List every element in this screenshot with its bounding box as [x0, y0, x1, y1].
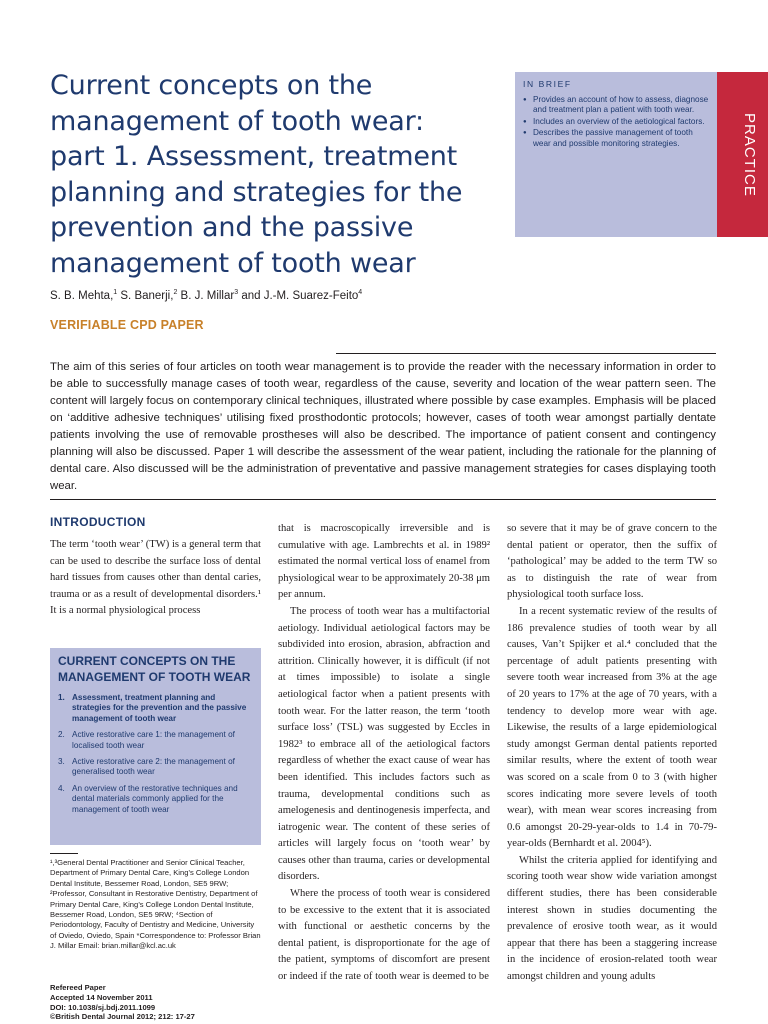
title-line: prevention and the passive: [50, 212, 414, 243]
in-brief-item: ● Provides an account of how to assess, diagnose and treatment plan a patient with tooth wear.: [523, 95, 710, 116]
affiliation-rule: [50, 853, 78, 854]
refereed-label: Refereed Paper: [50, 983, 106, 992]
series-item-number: 2.: [58, 730, 65, 740]
body-paragraph: The process of tooth wear has a multifactorial aetiology. Individual aetiological factors may be subdivided into erosion, abrasion, abfraction and attrition. Clinically however, it is difficult (if not at times impossible) to isolate a single aetiological factor when a patient presents with tooth wear. For the latter reason, the term ‘tooth surface loss’ (TSL) was suggested by Eccles in 1982³ to embrace all of the aetiological factors regardless of whether the exact cause of wear has been identified. This includes factors such as trauma, developmental conditions such as amelogenesis and dentinogenesis imperfecta, and iatrogenic wear. The content of these series of articles will largely focus on ‘tooth wear’ by causes other than trauma, caries or developmental disorders.: [278, 605, 490, 883]
body-column-1: [50, 537, 261, 620]
body-paragraph: that is macroscopically irreversible and is cumulative with age. Lambrechts et al. in 1989² estimated the normal vertical loss of enamel from physiological wear to be approximately 20-38 μm per annum.: [278, 523, 490, 601]
cpd-label: VERIFIABLE CPD PAPER: [50, 318, 204, 332]
series-item: [58, 730, 253, 751]
body-paragraph: so severe that it may be of grave concern to the dental patient or operator, then the suffix of ‘pathological’ may be added to the term TW so as to distinguish the rate of wear from physiological tooth surface loss.: [507, 523, 717, 601]
doi: DOI: 10.1038/sj.bdj.2011.1099: [50, 1002, 156, 1012]
series-item-text: Assessment, treatment planning and strategies for the prevention and the passive management of tooth wear: [72, 693, 247, 723]
series-item-text: An overview of the restorative techniques and dental materials commonly applied for the management of tooth wear: [72, 783, 238, 814]
author-affil-mark: 3: [234, 289, 239, 296]
author-name: S. B. Mehta,: [50, 289, 114, 302]
section-tab-label: PRACTICE: [741, 113, 758, 197]
reference-info: [50, 983, 261, 1022]
series-box-title: CURRENT CONCEPTS ON THE MANAGEMENT OF TOOTH WEAR: [58, 654, 251, 684]
affiliations: ¹,³General Dental Practitioner and Senior Clinical Teacher, Department of Primary Dental Care, King’s College London Dental Institute, Bessemer Road, London, SE5 9RW; ²Professor, Consultant in Restorative Dentistry, Department of Primary Dental Care, King’s College London Dental Institute, Bessemer Road, London, SE5 9RW; ⁴Section of Periodontology, Faculty of Dentistry and Medicine, University of Oviedo, Oviedo, Spain *Correspondence to: Professor Brian J. Millar Email: brian.millar@kcl.ac.uk: [50, 858, 261, 951]
series-item-number: 3.: [58, 757, 65, 767]
body-column-2: [278, 521, 490, 986]
series-box: [50, 648, 261, 845]
series-list: [58, 693, 253, 815]
abstract-bottom-rule: [50, 499, 716, 500]
author-name: S. Banerji,: [117, 289, 174, 302]
title-line: management of tooth wear: [50, 247, 416, 279]
series-item: [58, 784, 253, 815]
body-paragraph: The term ‘tooth wear’ (TW) is a general term that can be used to describe the surface loss of dental hard tissues from causes other than dental caries, trauma or as a result of developmental disorders.¹ It is a normal physiological process: [50, 539, 261, 617]
series-item-number: 4.: [58, 783, 65, 793]
in-brief-item: ● Includes an overview of the aetiological factors.: [523, 117, 710, 127]
abstract-top-rule: [336, 353, 716, 354]
title-line: part 1. Assessment, treatment: [50, 141, 458, 172]
series-item-number: 1.: [58, 693, 65, 702]
body-paragraph: In a recent systematic review of the results of 186 prevalence studies of tooth wear by all causes, Van’t Spijker et al.⁴ concluded that the percentage of adult patients presenting with severe tooth wear increased from 3% at the age of 20 years to 17% at the age of 70 years, with a tendency to develop more wear with age. Likewise, the results of a large epidemiological study amongst German dental patients reported similar results, where the extent of tooth wear was scored on a scale from 0 to 3 (with higher scores indicating more severe levels of tooth wear), with mean wear scores increasing from 0.6 amongst 20-29-year-olds to 1.4 in 70-79-year-olds (Bernhardt et al. 2004⁵).: [507, 605, 717, 850]
author-affil-mark: 4: [358, 289, 363, 296]
abstract: The aim of this series of four articles on tooth wear management is to provide the reader with the necessary information in order to be able to successfully manage cases of tooth wear, regardless of the cause, severity and location of the wear pattern seen. The content will largely focus on contemporary clinical techniques, illustrated where possible by case examples. Emphasis will be placed on ‘additive adhesive techniques’ utilising fixed prosthodontic protocols; however, cases of tooth wear amongst partially dentate patients involving the use of removable prostheses will also be described. The importance of patient consent and contingency planning will also be discussed. Paper 1 will describe the assessment of the wear patient, including the rationale for the planning of dental care. Also discussed will be the administration of preventative and passive management strategies for cases displaying tooth wear.: [50, 361, 716, 492]
in-brief-item: ● Describes the passive management of tooth wear and possible monitoring strategies.: [523, 128, 710, 149]
author-list: [50, 289, 510, 302]
in-brief-heading: IN BRIEF: [523, 79, 572, 89]
body-paragraph: Whilst the criteria applied for identifying and scoring tooth wear show wide variation amongst different studies, there has been considerable interest shown in studies documenting the prevalence of erosive tooth wear, as it would appear that there has been a staggering increase in the incidence of erosion-related tooth wear amongst children and young adults: [507, 854, 717, 983]
title-line: planning and strategies for the: [50, 176, 463, 208]
article-title: [50, 68, 500, 281]
series-item: [58, 693, 253, 724]
series-item-text: Active restorative care 2: the management of generalised tooth wear: [72, 757, 235, 777]
journal-citation: ©British Dental Journal 2012; 212: 17-27: [50, 1012, 195, 1022]
author-affil-mark: 1: [113, 289, 118, 296]
body-column-3: [507, 521, 717, 986]
author-name: and J.-M. Suarez-Feito: [238, 289, 359, 302]
author-name: B. J. Millar: [177, 289, 235, 302]
title-line: Current concepts on the: [50, 70, 373, 101]
body-paragraph: Where the process of tooth wear is considered to be excessive to the extent that it is associated with functional or aesthetic concerns by the dental patient, is disproportionate for the age of the patient, symptoms of discomfort are present or indeed if the rate of tooth wear is deemed to be: [278, 888, 490, 983]
title-line: management of tooth wear:: [50, 105, 424, 137]
author-affil-mark: 2: [173, 289, 178, 296]
in-brief-box: [515, 72, 717, 237]
series-item: [58, 757, 253, 778]
series-item-text: Active restorative care 1: the management of localised tooth wear: [72, 730, 235, 750]
accepted-date: Accepted 14 November 2011: [50, 992, 153, 1002]
introduction-heading: INTRODUCTION: [50, 515, 146, 529]
in-brief-list: [523, 95, 710, 149]
